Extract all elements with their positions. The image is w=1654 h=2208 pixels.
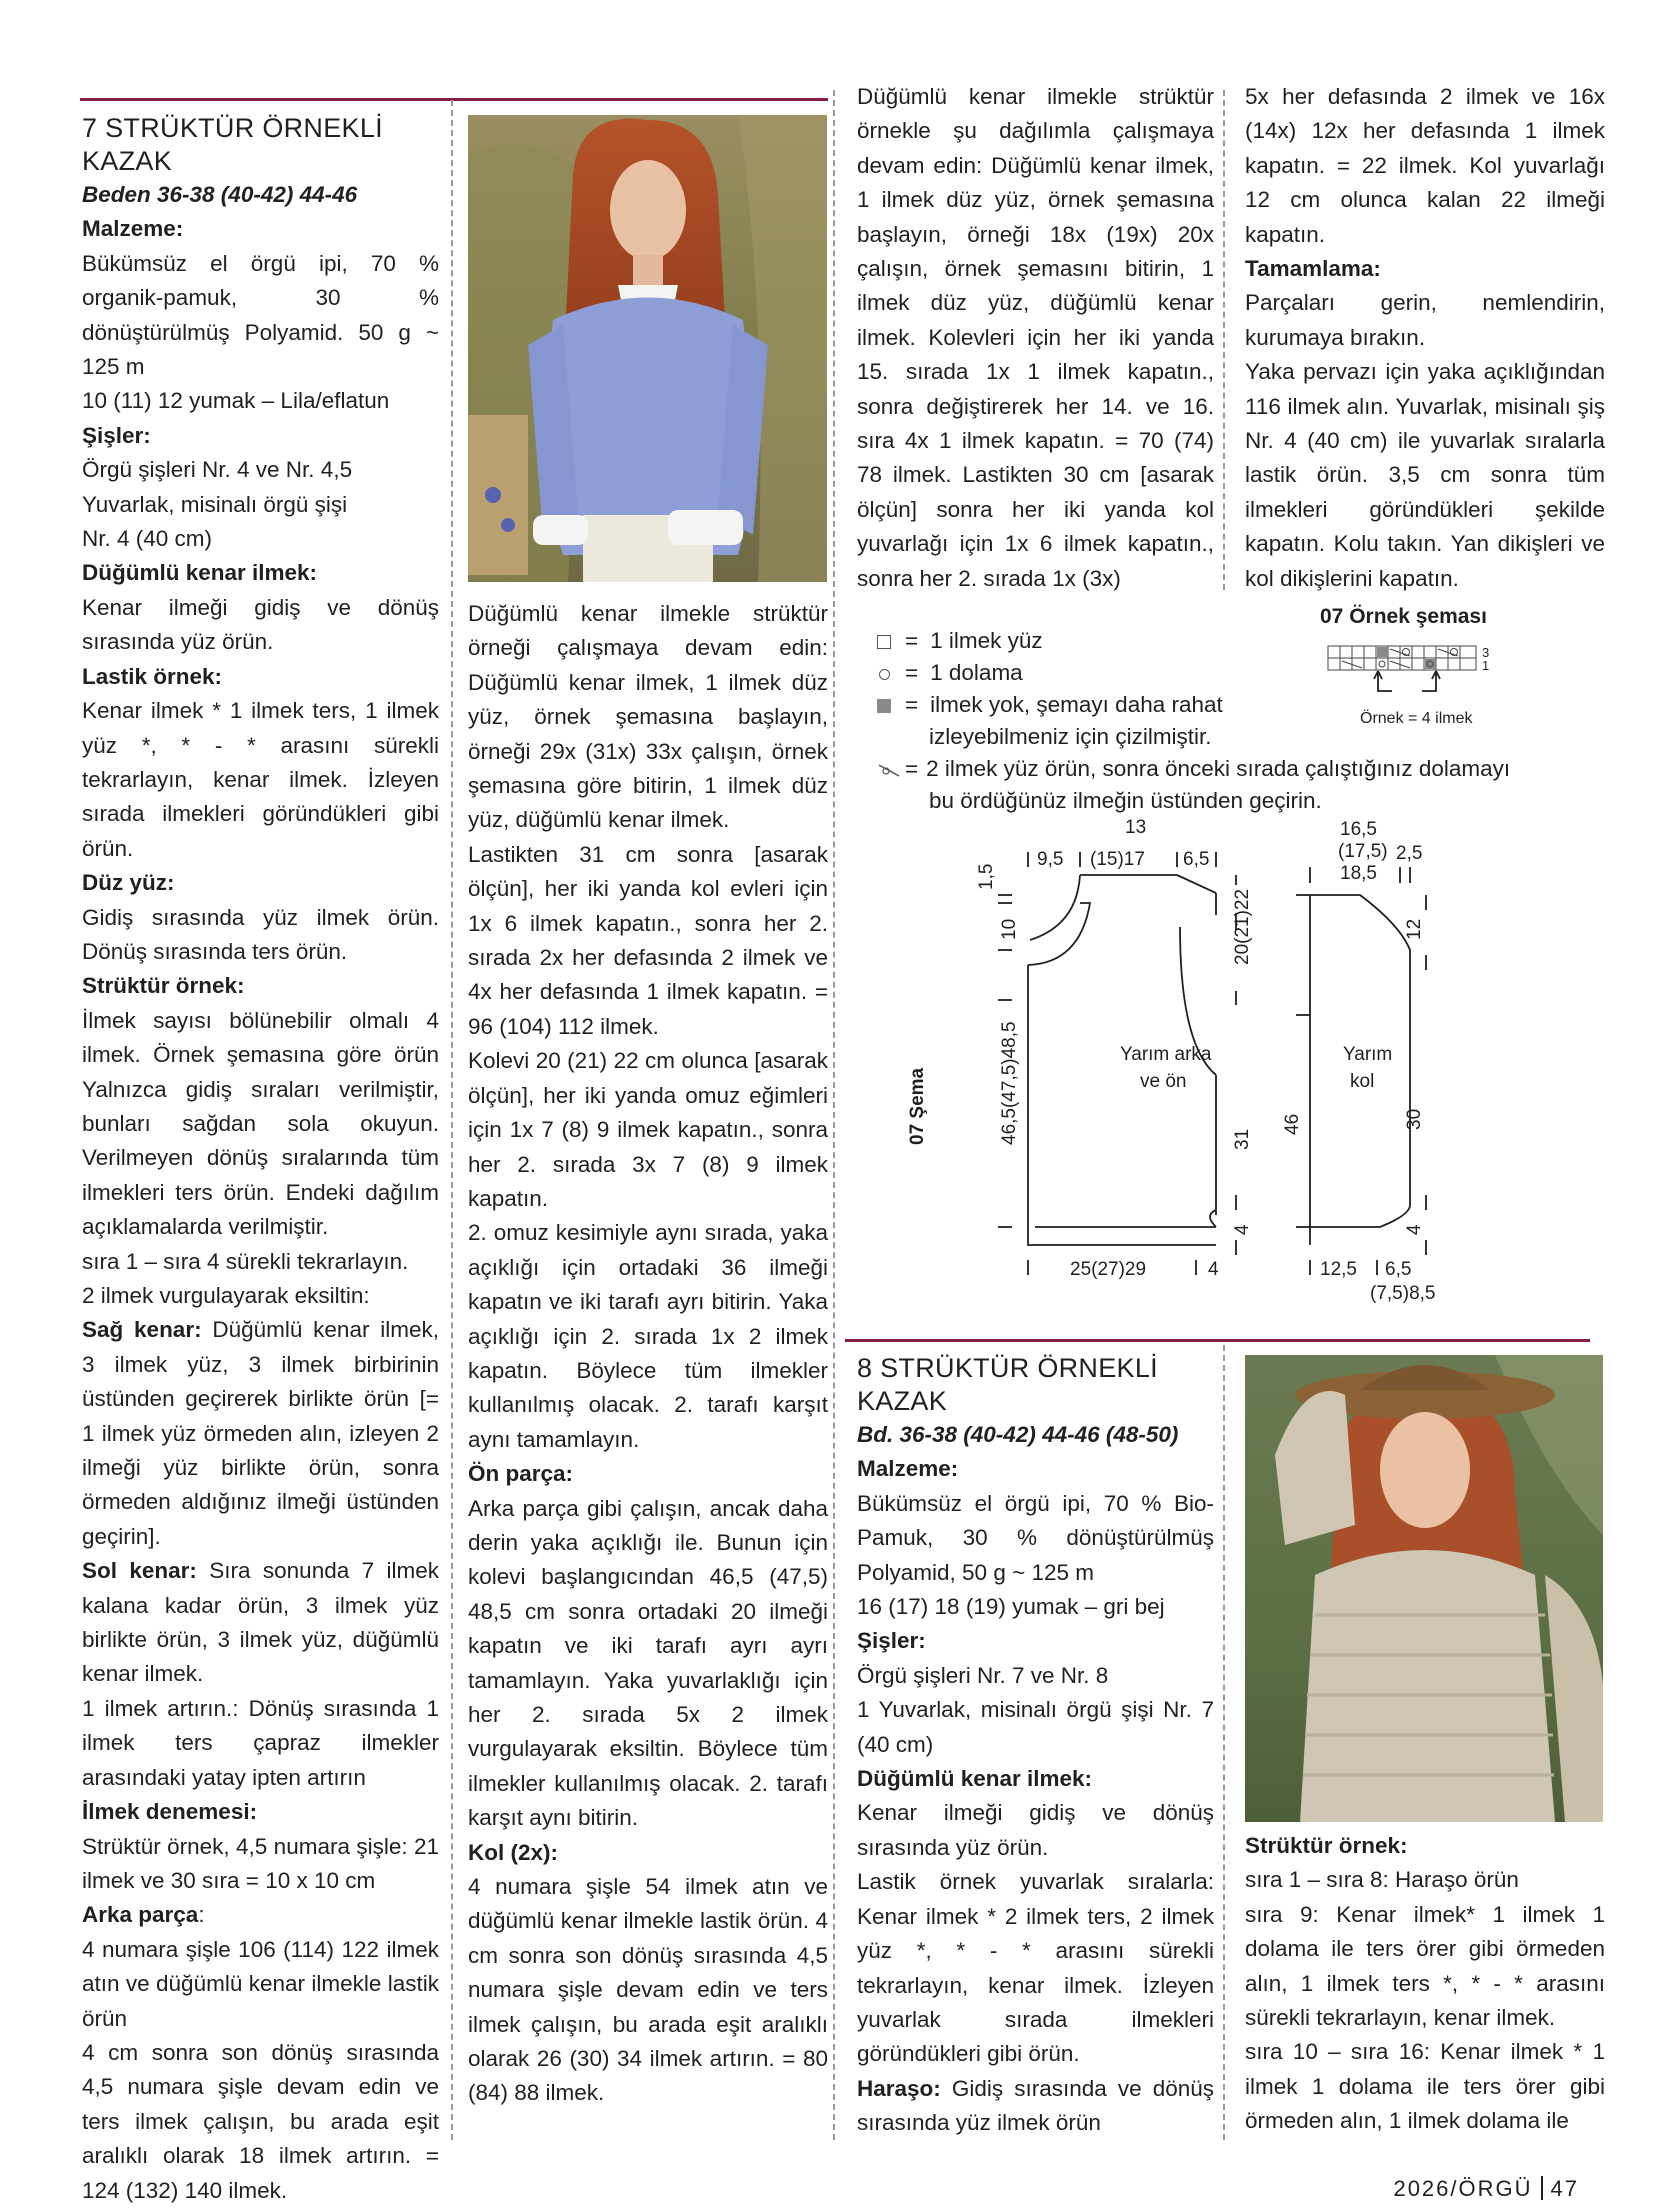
- dim-label: 4: [1404, 1224, 1425, 1235]
- no-stitch-filled-icon: [877, 699, 891, 713]
- inline-heading: Haraşo:: [857, 2075, 941, 2101]
- piece-label: kol: [1350, 1071, 1375, 1092]
- inline-text: Sıra sonunda 7 ilmek kalana kadar örün, 3 ilmek yüz birlikte örün, 3 ilmek yüz, düğümlü kenar ilmek.: [82, 1558, 439, 1687]
- photo-beige-sweater: [1245, 1355, 1603, 1822]
- paragraph: 2. omuz kesimiyle aynı sırada, yaka açıklığı için ortadaki 36 ilmeği kapatın ve iki tarafı ayrı bitirin. Yaka açıklığı için 2. sırada 1x 2 ilmek kapatın. Böylece tüm ilmekler kullanılmış olacak. 2. tarafı karşıt aynı tamamlayın.: [468, 1220, 828, 1452]
- column-separator: [1223, 1345, 1225, 2140]
- pattern-title: 8 STRÜKTÜR ÖRNEKLİ: [857, 1353, 1158, 1383]
- schematic-label: 07 Şema: [907, 1067, 928, 1145]
- paragraph: sıra 1 – sıra 8: Haraşo örün: [1245, 1867, 1519, 1893]
- paragraph: Bükümsüz el örgü ipi, 70 % Bio-Pamuk, 30 % dönüştürülmüş Polyamid, 50 g ~ 125 m: [857, 1490, 1214, 1585]
- paragraph: Gidiş sırasında yüz ilmek örün. Dönüş sırasında ters örün.: [82, 904, 439, 964]
- paragraph: Strüktür örnek, 4,5 numara şişle: 21 ilmek ve 30 sıra = 10 x 10 cm: [82, 1833, 439, 1893]
- paragraph: Örgü şişleri Nr. 4 ve Nr. 4,5: [82, 457, 353, 483]
- heading: Strüktür örnek:: [1245, 1833, 1408, 1858]
- inline-text: :: [198, 1902, 205, 1928]
- legend-text: izleyebilmeniz için çizilmiştir.: [929, 724, 1212, 749]
- dim-label: (17,5): [1338, 841, 1388, 862]
- heading: Tamamlama:: [1245, 256, 1381, 282]
- paragraph: [82, 1898, 439, 1932]
- paragraph: [857, 2072, 1214, 2141]
- legend-text: 2 ilmek yüz örün, sonra önceki sırada çalıştığınız dolamayı: [926, 756, 1511, 781]
- column-separator: [1223, 90, 1225, 590]
- paragraph: 4 cm sonra son dönüş sırasında 4,5 numara şişle devam edin ve ters ilmek çalışın, bu arada eşit aralıklı olarak 18 ilmek artırın. = 124 (132) 140 ilmek.: [82, 2039, 439, 2203]
- inline-text: Gidiş sırasında ve dönüş sırasında yüz ilmek örün: [857, 2075, 1214, 2136]
- heading: Şişler:: [857, 1628, 926, 1654]
- piece-label: Yarım arka: [1120, 1044, 1212, 1065]
- heading: Lastik örnek:: [82, 663, 223, 689]
- heading: Malzeme:: [857, 1456, 959, 1482]
- column-2: [468, 597, 828, 2111]
- dim-label: 4: [1232, 1224, 1253, 1235]
- legend-eq: =: [905, 628, 919, 653]
- heading: Düğümlü kenar ilmek:: [82, 560, 318, 586]
- heading: Ön parça:: [468, 1461, 574, 1487]
- column-4-bottom: [1245, 1829, 1605, 2139]
- photo-blue-sweater: [468, 115, 827, 582]
- inline-heading: Arka parça: [82, 1902, 199, 1928]
- schematic-diagram: [880, 815, 1580, 1320]
- legend-row: [877, 785, 1597, 817]
- sizes: Beden 36-38 (40-42) 44-46: [82, 182, 358, 207]
- legend-eq: =: [905, 756, 919, 781]
- dim-label: 12: [1404, 918, 1425, 940]
- yarn-over-circle-icon: [879, 669, 890, 680]
- paragraph: 5x her defasında 2 ilmek ve 16x (14x) 12x her defasında 1 ilmek kapatın. = 22 ilmek. Kol yuvarlağı 12 cm olunca kalan 22 ilmeği kapatın.: [1245, 84, 1605, 247]
- paragraph: 2 ilmek vurgulayarak eksiltin:: [82, 1283, 370, 1308]
- pattern-title: KAZAK: [82, 146, 173, 176]
- paragraph: Kenar ilmeği gidiş ve dönüş sırasında yüz örün.: [857, 1800, 1214, 1860]
- top-rule-left: [80, 98, 828, 101]
- pattern-title: 7 STRÜKTÜR ÖRNEKLİ: [82, 113, 383, 143]
- piece-label: ve ön: [1140, 1071, 1187, 1092]
- paragraph: Yuvarlak, misinalı örgü şişi: [82, 491, 348, 517]
- dim-label: 31: [1232, 1128, 1253, 1150]
- paragraph: [82, 1554, 439, 1692]
- page-footer: [1393, 2176, 1579, 2202]
- dim-label: (15)17: [1090, 849, 1145, 870]
- dim-label: (7,5)8,5: [1370, 1283, 1436, 1304]
- column-1: [82, 112, 439, 2208]
- dim-label: 25(27)29: [1070, 1259, 1147, 1280]
- paragraph: Arka parça gibi çalışın, ancak daha derin yaka açıklığı ile. Bunun için kolevi başlangıcından 46,5 (47,5) 48,5 cm sonra ortadaki 20 ilmeği kapatın ve iki tarafı ayrı ayrı tamamlayın. Yaka yuvarlaklığı için her 2. sırada 5x 2 ilmek vurgulayarak eksiltin. Böylece tüm ilmekler kullanılmış olacak. 2. tarafı karşıt aynı bitirin.: [468, 1495, 828, 1831]
- dim-label: 10: [999, 918, 1020, 940]
- page-number: 47: [1550, 2176, 1579, 2201]
- sizes: Bd. 36-38 (40-42) 44-46 (48-50): [857, 1422, 1179, 1447]
- legend-eq: =: [905, 692, 919, 717]
- dim-label: 2,5: [1396, 843, 1423, 864]
- dim-label: 4: [1208, 1259, 1219, 1280]
- paragraph: 1 Yuvarlak, misinalı örgü şişi Nr. 7 (40 cm): [857, 1697, 1214, 1757]
- heading: Düz yüz:: [82, 870, 175, 896]
- paragraph: 1 ilmek artırın.: Dönüş sırasında 1 ilmek ters çapraz ilmekler arasındaki yatay ipten artırın: [82, 1695, 439, 1790]
- paragraph: 10 (11) 12 yumak – Lila/eflatun: [82, 388, 390, 414]
- paragraph: sıra 10 – sıra 16: Kenar ilmek * 1 ilmek 1 dolama ile ters örer gibi örmeden alın, 1 ilmek dolama ile: [1245, 2039, 1605, 2134]
- heading: Malzeme:: [82, 216, 184, 242]
- legend-text: ilmek yok, şemayı daha rahat: [930, 692, 1223, 717]
- dim-label: 12,5: [1320, 1259, 1357, 1280]
- legend-text: bu ördüğünüz ilmeğin üstünden geçirin.: [929, 788, 1322, 813]
- paragraph: 16 (17) 18 (19) yumak – gri bej: [857, 1594, 1165, 1620]
- heading: Şişler:: [82, 422, 151, 448]
- dim-label: 13: [1125, 817, 1147, 838]
- pattern-title: KAZAK: [857, 1386, 948, 1416]
- dim-label: 46,5(47,5)48,5: [999, 1021, 1020, 1145]
- photo-beige-sweater-image: [1245, 1355, 1603, 1822]
- dim-label: 16,5: [1340, 819, 1377, 840]
- legend-text: 1 dolama: [930, 660, 1023, 685]
- paragraph: Lastikten 31 cm sonra [asarak ölçün], her iki yanda kol evleri için 1x 6 ilmek kapatın., sonra her 2. sırada 2x her defasında 2 ilmek ve 4x her defasında 1 ilmek kapatın. = 96 (104) 112 ilmek.: [468, 841, 828, 1039]
- paragraph: Nr. 4 (40 cm): [82, 526, 213, 552]
- knit-square-icon: [877, 635, 891, 649]
- paragraph: sıra 9: Kenar ilmek* 1 ilmek 1 dolama ile ters örer gibi örmeden alın, 1 ilmek ters *, * - * arasını sürekli tekrarlayın, kenar ilmek.: [1245, 1901, 1605, 2031]
- legend-eq: =: [905, 660, 919, 685]
- dim-label: 9,5: [1037, 849, 1064, 870]
- issue-label: 2026/ÖRGÜ: [1393, 2176, 1533, 2201]
- heading: İlmek denemesi:: [82, 1799, 258, 1825]
- column-3-bottom: [857, 1352, 1214, 2141]
- footer-separator: [1541, 2176, 1543, 2200]
- paragraph: Yaka pervazı için yaka açıklığından 116 ilmek alın. Yuvarlak, misinalı şiş Nr. 4 (40 cm) ile yuvarlak sıralarla lastik örün. 3,5 cm sonra tüm ilmekleri göründükleri şekilde kapatın. Kolu takın. Yan dikişleri ve kol dikişlerini kapatın.: [1245, 359, 1605, 591]
- column-separator: [833, 90, 835, 2140]
- paragraph: Düğümlü kenar ilmekle strüktür örneği çalışmaya devam edin: Düğümlü kenar ilmek, 1 ilmek düz yüz, örnek şemasına başlayın, örneği 29x (31x) 33x çalışın, örnek şemasına göre bitirin, 1 ilmek düz yüz, düğümlü kenar ilmek.: [468, 601, 828, 833]
- paragraph: Kenar ilmeği gidiş ve dönüş sırasında yüz örün.: [82, 594, 439, 655]
- paragraph: Kenar ilmek * 1 ilmek ters, 1 ilmek yüz *, * - * arasını sürekli tekrarlayın, kenar ilmek. İzleyen sırada ilmekleri göründükleri gibi örün.: [82, 698, 439, 861]
- legend-text: 1 ilmek yüz: [930, 628, 1043, 653]
- stitch-chart-title: 07 Örnek şeması: [1320, 605, 1487, 628]
- heading: Kol (2x):: [468, 1839, 558, 1865]
- bottom-rule-right: [845, 1339, 1590, 1342]
- column-separator: [451, 100, 453, 2140]
- chart-row-label: 1: [1482, 658, 1490, 673]
- dim-label: 46: [1282, 1113, 1303, 1135]
- heading: Strüktür örnek:: [82, 973, 245, 999]
- paragraph: 4 numara şişle 106 (114) 122 ilmek atın ve düğümlü kenar ilmekle lastik örün: [82, 1936, 439, 2031]
- pass-over-yo-icon: [877, 761, 901, 779]
- chart-row-label: 3: [1482, 645, 1490, 660]
- paragraph: 4 numara şişle 54 ilmek atın ve düğümlü kenar ilmekle lastik örün. 4 cm sonra son dönüş sırasında 4,5 numara şişle devam edin ve ters ilmek çalışın, bu arada eşit aralıklı olarak 26 (30) 34 ilmek artırın. = 80 (84) 88 ilmek.: [468, 1874, 828, 2106]
- paragraph: Düğümlü kenar ilmekle strüktür örnekle şu dağılımla çalışmaya devam edin: Düğümlü kenar ilmek, 1 ilmek düz yüz, örnek şemasına başlayın, örneği 18x (19x) 20x çalışın, örnek şemasını bitirin, 1 ilmek düz yüz, düğümlü kenar ilmek. Kolevleri için her iki yanda 15. sırada 1x 1 ilmek kapatın., sonra değiştirerek her 14. ve 16. sıra 4x 1 ilmek kapatın. = 70 (74) 78 ilmek. Lastikten 30 cm [asarak ölçün] sonra her iki yanda kol yuvarlağı için 1x 6 ilmek kapatın., sonra her 2. sırada 1x (3x): [857, 84, 1214, 591]
- dim-label: 1,5: [976, 863, 997, 890]
- column-3-top: [857, 80, 1214, 596]
- stitch-chart: [1318, 643, 1518, 733]
- paragraph: İlmek sayısı bölünebilir olmalı 4 ilmek. Örnek şemasına göre örün Yalnızca gidiş sıraları verilmiştir, bunları sağdan sola okuyun. Verilmeyen dönüş sıralarında tüm ilmekleri ters örün. Endeki dağılım açıklamalarda verilmiştir.: [82, 1007, 439, 1240]
- inline-heading: Sol kenar:: [82, 1558, 197, 1584]
- dim-label: 20(21)22: [1232, 888, 1253, 965]
- paragraph: Kolevi 20 (21) 22 cm olunca [asarak ölçün], her iki yanda omuz eğimleri için 1x 7 (8) 9 ilmek kapatın., sonra her 2. sırada 3x 7 (8) 9 ilmek kapatın.: [468, 1048, 828, 1211]
- paragraph: [82, 1313, 439, 1554]
- dim-label: 6,5: [1183, 849, 1210, 870]
- paragraph: sıra 1 – sıra 4 sürekli tekrarlayın.: [82, 1248, 409, 1274]
- column-4-top: [1245, 80, 1605, 596]
- dim-label: 18,5: [1340, 863, 1377, 884]
- legend-row: [877, 753, 1597, 785]
- paragraph: Örgü şişleri Nr. 7 ve Nr. 8: [857, 1662, 1109, 1688]
- heading: Düğümlü kenar ilmek:: [857, 1766, 1093, 1792]
- dim-label: 30: [1404, 1108, 1425, 1130]
- piece-label: Yarım: [1343, 1044, 1393, 1065]
- dim-label: 6,5: [1385, 1259, 1412, 1280]
- inline-heading: Sağ kenar:: [82, 1317, 202, 1343]
- paragraph: Bükümsüz el örgü ipi, 70 % organik-pamuk, 30 % dönüştürülmüş Polyamid. 50 g ~ 125 m: [82, 250, 439, 380]
- photo-blue-sweater-image: [468, 115, 827, 582]
- chart-repeat-label: Örnek = 4 ilmek: [1360, 710, 1473, 727]
- inline-text: Düğümlü kenar ilmek, 3 ilmek yüz, 3 ilmek birbirinin üstünden geçirerek birlikte örün [= 1 ilmek yüz örmeden alın, izleyen 2 ilmeği yüz birlikte örün, sonra örmeden aldığınız ilmeği üstünden geçirin].: [82, 1317, 439, 1549]
- paragraph: Parçaları gerin, nemlendirin, kurumaya bırakın.: [1245, 290, 1605, 350]
- paragraph: Lastik örnek yuvarlak sıralarla: Kenar ilmek * 2 ilmek ters, 2 ilmek yüz *, * - * arasını sürekli tekrarlayın, kenar ilmek. İzleyen yuvarlak sırada ilmekleri göründükleri gibi örün.: [857, 1869, 1214, 2067]
